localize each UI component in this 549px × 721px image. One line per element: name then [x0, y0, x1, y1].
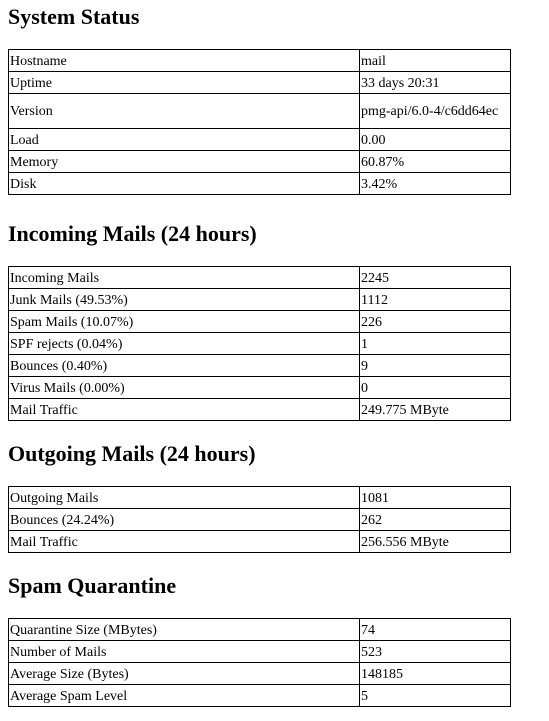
- disk-label: Disk: [9, 173, 360, 195]
- uptime-value: 33 days 20:31: [360, 72, 511, 94]
- incoming-bounces-value: 9: [360, 355, 511, 377]
- version-label: Version: [9, 94, 360, 129]
- table-row: [9, 685, 511, 707]
- memory-value: 60.87%: [360, 151, 511, 173]
- spam-quarantine-title: Spam Quarantine: [8, 573, 177, 598]
- incoming-mails-value: 2245: [360, 267, 511, 289]
- table-row: [9, 50, 511, 72]
- quarantine-size-value: 74: [360, 619, 511, 641]
- virus-mails-value: 0: [360, 377, 511, 399]
- outgoing-traffic-label: Mail Traffic: [9, 531, 360, 553]
- incoming-mails-title: Incoming Mails (24 hours): [8, 221, 257, 246]
- average-spam-level-label: Average Spam Level: [9, 685, 360, 707]
- virus-mails-label: Virus Mails (0.00%): [9, 377, 360, 399]
- table-row: [9, 173, 511, 195]
- system-status-table: [8, 49, 511, 195]
- outgoing-mails-title: Outgoing Mails (24 hours): [8, 441, 256, 466]
- table-row: [9, 399, 511, 421]
- system-status-title: System Status: [8, 4, 140, 29]
- spam-mails-value: 226: [360, 311, 511, 333]
- table-row: [9, 289, 511, 311]
- table-row: [9, 129, 511, 151]
- outgoing-mails-label: Outgoing Mails: [9, 487, 360, 509]
- incoming-bounces-label: Bounces (0.40%): [9, 355, 360, 377]
- average-size-label: Average Size (Bytes): [9, 663, 360, 685]
- number-of-mails-value: 523: [360, 641, 511, 663]
- hostname-label: Hostname: [9, 50, 360, 72]
- junk-mails-label: Junk Mails (49.53%): [9, 289, 360, 311]
- load-value: 0.00: [360, 129, 511, 151]
- outgoing-traffic-value: 256.556 MByte: [360, 531, 511, 553]
- memory-label: Memory: [9, 151, 360, 173]
- table-row: [9, 619, 511, 641]
- incoming-mails-table: [8, 266, 511, 421]
- quarantine-size-label: Quarantine Size (MBytes): [9, 619, 360, 641]
- outgoing-bounces-label: Bounces (24.24%): [9, 509, 360, 531]
- uptime-label: Uptime: [9, 72, 360, 94]
- table-row: [9, 267, 511, 289]
- disk-value: 3.42%: [360, 173, 511, 195]
- table-row: [9, 311, 511, 333]
- average-size-value: 148185: [360, 663, 511, 685]
- average-spam-level-value: 5: [360, 685, 511, 707]
- outgoing-mails-table: [8, 486, 511, 553]
- spam-quarantine-table: [8, 618, 511, 707]
- version-value: pmg-api/6.0-4/c6dd64ec: [360, 94, 511, 129]
- table-row: [9, 151, 511, 173]
- table-row: [9, 333, 511, 355]
- table-row: [9, 641, 511, 663]
- table-row: [9, 531, 511, 553]
- outgoing-mails-value: 1081: [360, 487, 511, 509]
- spf-rejects-label: SPF rejects (0.04%): [9, 333, 360, 355]
- table-row: [9, 72, 511, 94]
- incoming-mails-label: Incoming Mails: [9, 267, 360, 289]
- table-row: [9, 355, 511, 377]
- junk-mails-value: 1112: [360, 289, 511, 311]
- number-of-mails-label: Number of Mails: [9, 641, 360, 663]
- spam-mails-label: Spam Mails (10.07%): [9, 311, 360, 333]
- spf-rejects-value: 1: [360, 333, 511, 355]
- load-label: Load: [9, 129, 360, 151]
- hostname-value: mail: [360, 50, 511, 72]
- incoming-traffic-label: Mail Traffic: [9, 399, 360, 421]
- table-row: [9, 509, 511, 531]
- table-row: [9, 487, 511, 509]
- incoming-traffic-value: 249.775 MByte: [360, 399, 511, 421]
- outgoing-bounces-value: 262: [360, 509, 511, 531]
- table-row: [9, 663, 511, 685]
- table-row: [9, 94, 511, 129]
- table-row: [9, 377, 511, 399]
